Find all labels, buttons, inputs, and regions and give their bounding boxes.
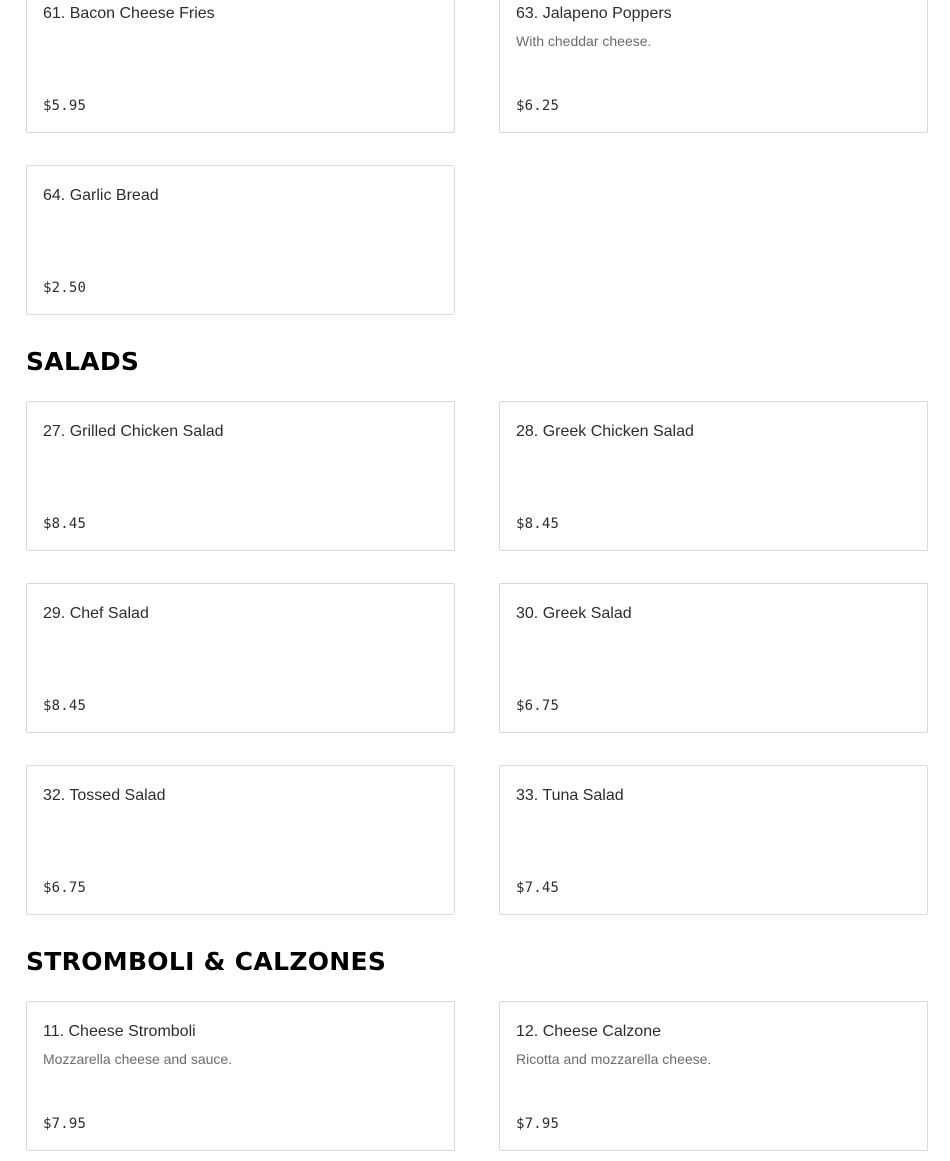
menu-item-card[interactable]	[26, 165, 455, 315]
menu-item-name: 64. Garlic Bread	[43, 187, 159, 204]
menu-item-price: $7.45	[516, 880, 560, 896]
menu-section-stromboli-calzones	[26, 947, 928, 1151]
menu-item-price: $8.45	[43, 698, 87, 714]
menu-item-card[interactable]	[499, 765, 928, 915]
menu-item-name: 33. Tuna Salad	[516, 787, 624, 804]
menu-item-name: 63. Jalapeno Poppers	[516, 5, 672, 22]
menu-item-name: 61. Bacon Cheese Fries	[43, 5, 215, 22]
menu-item-name: 27. Grilled Chicken Salad	[43, 423, 224, 440]
menu-item-name: 32. Tossed Salad	[43, 787, 166, 804]
menu-item-card[interactable]	[499, 583, 928, 733]
menu-item-grid	[26, 1001, 928, 1151]
menu-item-card[interactable]	[26, 583, 455, 733]
menu-item-card[interactable]	[499, 0, 928, 133]
menu-item-price: $6.75	[43, 880, 87, 896]
menu-item-price: $7.95	[43, 1116, 87, 1132]
menu-item-card[interactable]	[26, 0, 455, 133]
menu-section-appetizers	[26, 0, 928, 315]
menu-item-price: $5.95	[43, 98, 87, 114]
menu-item-card[interactable]	[26, 1001, 455, 1151]
menu-item-name: 29. Chef Salad	[43, 605, 149, 622]
menu-item-price: $8.45	[43, 516, 87, 532]
menu-item-card[interactable]	[26, 765, 455, 915]
menu-item-grid	[26, 0, 928, 315]
menu-item-description: Mozzarella cheese and sauce.	[43, 1051, 233, 1067]
menu-item-price: $6.75	[516, 698, 560, 714]
section-title: SALADS	[26, 347, 140, 376]
menu-item-name: 11. Cheese Stromboli	[43, 1023, 196, 1040]
menu-item-card[interactable]	[26, 401, 455, 551]
menu-item-price: $8.45	[516, 516, 560, 532]
menu-item-price: $6.25	[516, 98, 560, 114]
section-title: STROMBOLI & CALZONES	[26, 947, 387, 976]
menu-page	[26, 0, 928, 1151]
menu-item-price: $7.95	[516, 1116, 560, 1132]
menu-section-salads	[26, 347, 928, 915]
menu-item-name: 12. Cheese Calzone	[516, 1023, 661, 1040]
menu-item-name: 30. Greek Salad	[516, 605, 632, 622]
menu-item-description: With cheddar cheese.	[516, 33, 652, 49]
menu-item-price: $2.50	[43, 280, 87, 296]
menu-item-description: Ricotta and mozzarella cheese.	[516, 1051, 712, 1067]
menu-item-grid	[26, 401, 928, 915]
menu-item-card[interactable]	[499, 401, 928, 551]
menu-item-name: 28. Greek Chicken Salad	[516, 423, 694, 440]
menu-item-card[interactable]	[499, 1001, 928, 1151]
